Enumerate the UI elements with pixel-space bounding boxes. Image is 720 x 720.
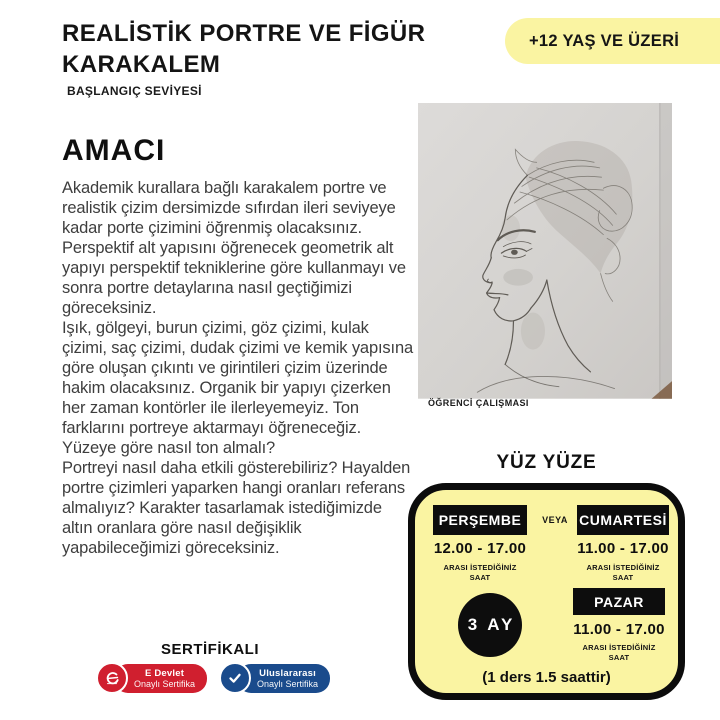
schedule-heading: YÜZ YÜZE bbox=[496, 452, 597, 473]
note-sunday: ARASI İSTEDİĞİNİZ SAAT bbox=[582, 643, 656, 662]
note-thursday: ARASI İSTEDİĞİNİZ SAAT bbox=[443, 563, 517, 582]
e-devlet-icon bbox=[96, 662, 128, 694]
about-paragraph: Işık, gölgeyi, burun çizimi, göz çizimi, kulak çizimi, saç çizimi, dudak çizimi ve kemik yapısına göre oluşan çıkıntı ve girintileri çizim üzerinde hakim olacaksınız. Organik bir yapıyı çizerken her zaman kontörler ile ilerleyemeyiz. Ton farklarını portreye aktarmayı öğreneceğiz. Yüzeye göre nasıl ton almalı? bbox=[62, 319, 414, 457]
day-chip-sunday: PAZAR bbox=[573, 588, 665, 615]
duration-badge: 3 AY bbox=[458, 593, 522, 657]
international-badge: Uluslararası Onaylı Sertifika bbox=[219, 661, 330, 695]
about-section bbox=[62, 134, 414, 558]
day-chip-thursday: PERŞEMBE bbox=[433, 505, 527, 535]
about-paragraph: Perspektif alt yapısını öğrenecek geometrik alt yapıyı perspektif tekniklerine göre kullanmayı ve sonra portre detaylarına nasıl geçtiğimizi göreceksiniz. bbox=[62, 239, 406, 317]
hours-saturday: 11.00 - 17.00 bbox=[577, 540, 669, 557]
artwork-caption: ÖĞRENCİ ÇALIŞMASI bbox=[428, 398, 529, 408]
certification-badges bbox=[96, 661, 330, 695]
title-block bbox=[62, 18, 425, 98]
student-artwork-photo bbox=[418, 103, 672, 418]
e-devlet-badge: E Devlet Onaylı Sertifika bbox=[96, 661, 207, 695]
page-title-line1: REALİSTİK PORTRE VE FİGÜR bbox=[62, 20, 426, 47]
hours-thursday: 12.00 - 17.00 bbox=[433, 540, 527, 557]
hours-sunday: 11.00 - 17.00 bbox=[573, 621, 665, 638]
note-saturday: ARASI İSTEDİĞİNİZ SAAT bbox=[586, 563, 660, 582]
portrait-sketch bbox=[418, 103, 672, 399]
about-heading: AMACI bbox=[62, 134, 166, 167]
age-badge: +12 YAŞ VE ÜZERİ bbox=[505, 18, 720, 64]
certification-heading: SERTİFİKALI bbox=[161, 641, 259, 658]
schedule-box bbox=[408, 483, 685, 700]
level-subtitle: BAŞLANGIÇ SEVİYESİ bbox=[67, 84, 202, 98]
page-title-line2: KARAKALEM bbox=[62, 51, 221, 78]
check-icon bbox=[219, 662, 251, 694]
day-chip-saturday: CUMARTESİ bbox=[577, 505, 669, 535]
about-paragraph: Portreyi nasıl daha etkili gösterebiliriz? Hayalden portre çizimleri yaparken hangi oranları referans almalıyız? Karakter tasarlamak istediğimizde altın oranlara göre nasıl değişiklik yapabileceğimizi göreceksiniz. bbox=[62, 459, 411, 557]
lesson-duration-footnote: (1 ders 1.5 saattir) bbox=[482, 669, 611, 686]
or-label: VEYA bbox=[542, 515, 568, 525]
about-paragraph: Akademik kurallara bağlı karakalem portre ve realistik çizim dersimizde sıfırdan ileri seviyeye kadar porte çizimini öğrenmiş olacaksınız. bbox=[62, 179, 396, 237]
